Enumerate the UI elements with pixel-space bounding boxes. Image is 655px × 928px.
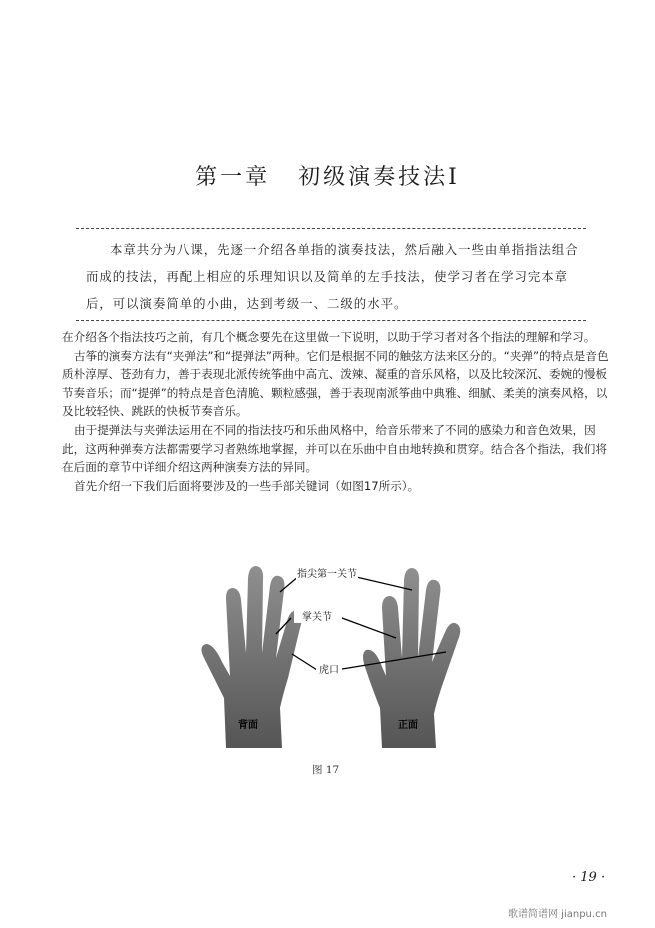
chapter-title bbox=[0, 160, 655, 191]
figure-caption: 图 17 bbox=[312, 764, 340, 776]
intro-bottom-divider bbox=[76, 320, 586, 321]
label-tiger-mouth: 虎口 bbox=[319, 665, 339, 676]
watermark: 歌谱简谱网 jianpu.cn bbox=[508, 909, 607, 920]
chapter-number: 第一章 bbox=[195, 165, 271, 190]
intro-top-divider bbox=[76, 228, 586, 229]
intro-box bbox=[86, 236, 580, 317]
label-front: 正面 bbox=[398, 720, 418, 731]
label-back: 背面 bbox=[238, 720, 258, 731]
body-text bbox=[62, 328, 610, 495]
intro-text: 本章共分为八课，先逐一介绍各单指的演奏技法，然后融入一些由单指指法组合而成的技法，再配上相应的乐理知识以及简单的左手技法，使学习者在学习完本章后，可以演奏简单的小曲，达到考级一、二级的水平。 bbox=[86, 242, 579, 311]
label-knuckle: 掌关节 bbox=[302, 612, 332, 623]
paragraph: 首先介绍一下我们后面将要涉及的一些手部关键词（如图17所示）。 bbox=[74, 478, 420, 493]
paragraph: 在介绍各个指法技巧之前，有几个概念要先在这里做一下说明，以助于学习者对各个指法的理解和学习。 bbox=[62, 330, 596, 344]
paragraph: 古筝的演奏方法有“夹弹法”和“提弹法”两种。它们是根据不同的触弦方法来区分的。“夹弹”的特点是音色质朴淳厚、苍劲有力，善于表现北派传统筝曲中高亢、泼辣、凝重的音乐风格，以及比较深沉、委婉的慢板节奏音乐；而“提弹”的特点是音色清脆、颗粒感强，善于表现南派筝曲中典雅、细腻、柔美的演奏风格，以及比较轻快、跳跃的快板节奏音乐。 bbox=[62, 348, 609, 419]
label-fingertip-joint: 指尖第一关节 bbox=[297, 569, 357, 580]
hand-figure bbox=[196, 558, 478, 748]
paragraph: 由于提弹法与夹弹法运用在不同的指法技巧和乐曲风格中，给音乐带来了不同的感染力和音色效果，因此，这两种弹奏方法都需要学习者熟练地掌握，并可以在乐曲中自由地转换和贯穿。结合各个指法，我们将在后面的章节中详细介绍这两种演奏方法的异同。 bbox=[62, 422, 607, 475]
chapter-name: 初级演奏技法Ⅰ bbox=[298, 165, 460, 190]
hands-illustration bbox=[196, 558, 478, 748]
page-number: · 19 · bbox=[572, 870, 606, 885]
